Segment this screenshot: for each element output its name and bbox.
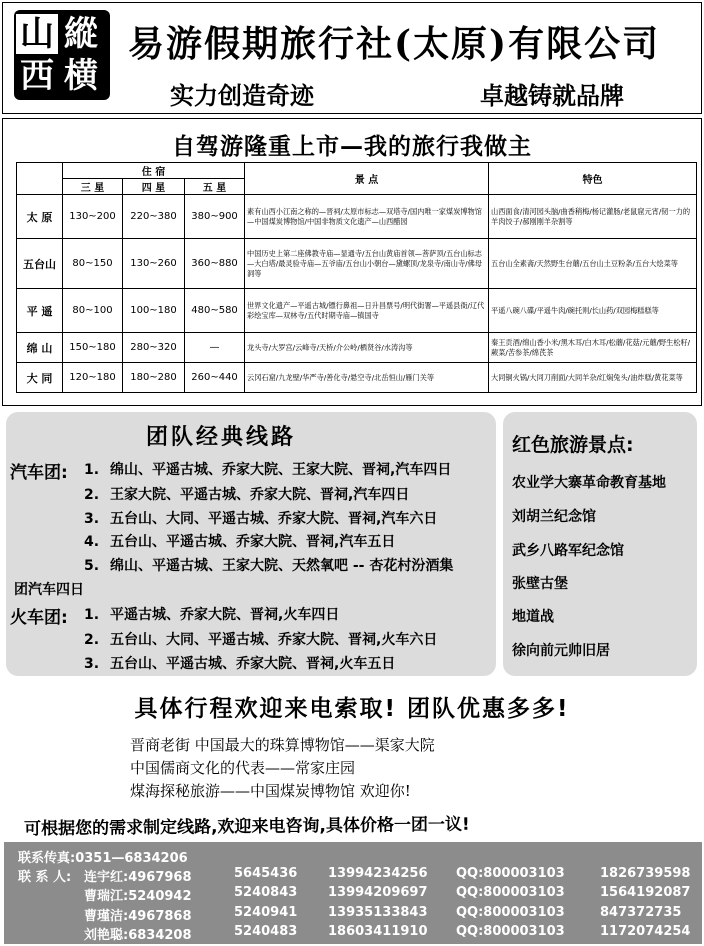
city-cell: 五台山: [17, 239, 63, 289]
price-cell: 360~880: [185, 239, 245, 289]
logo-char: 縱: [64, 14, 98, 54]
table-row: [17, 363, 697, 393]
features-cell: 大同铜火锅/大同刀削面/大同羊杂/红焖兔头/油炸糕/黄花菜等: [489, 363, 697, 393]
contact-mobile: 13935133843: [328, 905, 428, 920]
red-tourism-item: 徐向前元帅旧居: [512, 643, 610, 659]
five-star-header: 五 星: [185, 179, 245, 195]
price-cell: 80~100: [63, 289, 123, 333]
routes-title: 团队经典线路: [146, 425, 297, 450]
red-tourism-item: 地道战: [512, 609, 554, 625]
contact-extra: 1172074254: [600, 924, 691, 939]
three-star-header: 三 星: [63, 179, 123, 195]
train-tour-label: 火车团:: [10, 608, 68, 628]
route-text: 五台山、大同、平遥古城、乔家大院、晋祠,火车六日: [110, 632, 438, 648]
price-cell: 100~180: [123, 289, 185, 333]
red-tourism-item: 农业学大寨革命教育基地: [512, 475, 666, 491]
contact-tel: 5240483: [234, 924, 298, 939]
contact-extra: 847372735: [600, 905, 682, 920]
price-cell: 220~380: [123, 195, 185, 239]
feature-line: 中国儒商文化的代表——常家庄园: [130, 759, 356, 777]
route-num: 1.: [84, 607, 100, 623]
table-row: [17, 195, 697, 239]
route-text: 王家大院、平遥古城、乔家大院、晋祠,汽车四日: [110, 487, 410, 503]
route-text: 五台山、平遥古城、乔家大院、晋祠,火车五日: [110, 656, 396, 672]
stay-header: 住 宿: [63, 163, 245, 179]
price-cell: 280~320: [123, 333, 185, 363]
route-text: 五台山、平遥古城、乔家大院、晋祠,汽车五日: [110, 534, 396, 550]
features-cell: 秦王贡酒/绵山香小米/黑木耳/白木耳/松蘑/花菇/元蘑/野生松籽/蕨菜/苦参茶/绵芪茶: [489, 333, 697, 363]
city-cell: 绵 山: [17, 333, 63, 363]
table-row: [17, 239, 697, 289]
bus-route: [84, 555, 453, 575]
contact-mobile: 13994234256: [328, 866, 428, 881]
price-cell: 380~900: [185, 195, 245, 239]
contact-name: 刘艳聪:6834208: [84, 928, 192, 943]
route-text: 五台山、大同、平遥古城、乔家大院、晋祠,汽车六日: [110, 511, 438, 527]
red-tourism-item: 刘胡兰纪念馆: [512, 509, 596, 525]
contact-qq: QQ:800003103: [456, 885, 565, 900]
contact-tel: 5645436: [234, 866, 298, 881]
feature-line: 晋商老街 中国最大的珠算博物馆——渠家大院: [130, 736, 435, 754]
bus-route: [84, 531, 395, 551]
red-tourism-item: 武乡八路军纪念馆: [512, 543, 624, 559]
route-num: 2.: [84, 632, 100, 648]
bus-route-continued: 团汽车四日: [14, 582, 84, 598]
price-cell: 130~260: [123, 239, 185, 289]
sights-cell: 龙头寺/大罗宫/云峰寺/天桥/介公岭/栖贤谷/水涛沟等: [245, 333, 489, 363]
city-cell: 平 遥: [17, 289, 63, 333]
table-row: [17, 289, 697, 333]
features-cell: 山西面食/清河园头脑/曲香稍梅/杨记灌肠/老鼠窟元宵/韧一力的羊肉饺子/郝刚刚羊杂割等: [489, 195, 697, 239]
contact-qq: QQ:800003103: [456, 924, 565, 939]
welcome-banner: 具体行程欢迎来电索取! 团队优惠多多!: [134, 696, 570, 722]
bus-route: [84, 484, 409, 504]
route-num: 3.: [84, 656, 100, 672]
company-name: 易游假期旅行社(太原)有限公司: [128, 23, 661, 65]
train-route: [84, 604, 339, 624]
sights-cell: 素有山西小江南之称的—晋祠/太原市标志—双塔寺/国内唯一家煤炭博物馆—中国煤炭博物馆/中国非物质文化遗产—山西醋园: [245, 195, 489, 239]
table-row: [17, 333, 697, 363]
route-text: 绵山、平遥古城、乔家大院、王家大院、晋祠,汽车四日: [110, 462, 452, 478]
sights-cell: 云冈石窟/九龙壁/华严寺/善化寺/悬空寺/北岳恒山/雁门关等: [245, 363, 489, 393]
custom-route-note: 可根据您的需求制定线路,欢迎来电咨询,具体价格一团一议!: [23, 814, 470, 840]
bus-route: [84, 508, 437, 528]
contact-mobile: 18603411910: [328, 924, 428, 939]
logo: [14, 10, 110, 100]
logo-char: 山: [16, 14, 58, 54]
route-num: 4.: [84, 534, 100, 550]
route-num: 3.: [84, 511, 100, 527]
price-cell: —: [185, 333, 245, 363]
route-num: 5.: [84, 558, 100, 574]
fax-line: 联系传真:0351—6834206: [18, 851, 188, 866]
contact-qq: QQ:800003103: [456, 866, 565, 881]
red-tourism-title: 红色旅游景点:: [512, 434, 634, 456]
price-cell: 260~440: [185, 363, 245, 393]
train-route: [84, 653, 395, 673]
sights-cell: 中国历史上第二座佛教寺庙—显通寺/五台山黄庙首领—菩萨顶/五台山标志—大白塔/最灵验寺庙—五爷庙/五台山小朝台—黛螺顶/龙泉寺/南山寺/佛母洞等: [245, 239, 489, 289]
train-route: [84, 629, 437, 649]
sights-header: 景 点: [245, 163, 489, 195]
slogan-left: 实力创造奇迹: [170, 81, 314, 110]
route-text: 绵山、平遥古城、王家大院、天然氧吧 -- 杏花村汾酒集: [110, 558, 454, 574]
features-cell: 平遥八碗八碟/平遥牛肉/碗托则/长山药/双园梅糕糕等: [489, 289, 697, 333]
price-cell: 480~580: [185, 289, 245, 333]
logo-char: 横: [64, 56, 98, 96]
price-cell: 120~180: [63, 363, 123, 393]
contact-name: 曹瑾洁:4967868: [84, 909, 192, 924]
contact-qq: QQ:800003103: [456, 905, 565, 920]
features-header: 特色: [489, 163, 697, 195]
price-cell: 80~150: [63, 239, 123, 289]
slogan-right: 卓越铸就品牌: [480, 81, 624, 110]
contact-extra: 1564192087: [600, 885, 691, 900]
contact-extra: 1826739598: [600, 866, 691, 881]
route-text: 平遥古城、乔家大院、晋祠,火车四日: [110, 607, 340, 623]
price-cell: 130~200: [63, 195, 123, 239]
bus-route: [84, 459, 451, 479]
route-num: 1.: [84, 462, 100, 478]
four-star-header: 四 星: [123, 179, 185, 195]
red-tourism-item: 张壁古堡: [512, 576, 568, 592]
contact-tel: 5240843: [234, 885, 298, 900]
self-drive-title: 自驾游隆重上市—我的旅行我做主: [172, 134, 532, 160]
bus-tour-label: 汽车团:: [10, 463, 68, 483]
city-cell: 太 原: [17, 195, 63, 239]
city-cell: 大 同: [17, 363, 63, 393]
contact-mobile: 13994209697: [328, 885, 428, 900]
sights-cell: 世界文化遗产—平遥古城/镖行鼻祖—日升昌票号/明代街署—平遥县衙/辽代彩绘宝库—双林寺/五代时期寺庙—镇国寺: [245, 289, 489, 333]
corner-cell: [17, 163, 63, 195]
contact-tel: 5240941: [234, 905, 298, 920]
feature-line: 煤海探秘旅游——中国煤炭博物馆 欢迎你!: [130, 782, 411, 800]
features-cell: 五台山全素斋/天然野生台蘑/五台山土豆粉条/五台大烩菜等: [489, 239, 697, 289]
price-cell: 150~180: [63, 333, 123, 363]
contact-name: 曹瑞江:5240942: [84, 889, 192, 904]
contact-name: 连宇红:4967968: [84, 870, 192, 885]
logo-char: 西: [20, 56, 54, 96]
price-cell: 180~280: [123, 363, 185, 393]
hotel-price-table: [16, 162, 697, 393]
route-num: 2.: [84, 487, 100, 503]
contact-label: 联 系 人:: [18, 870, 72, 885]
